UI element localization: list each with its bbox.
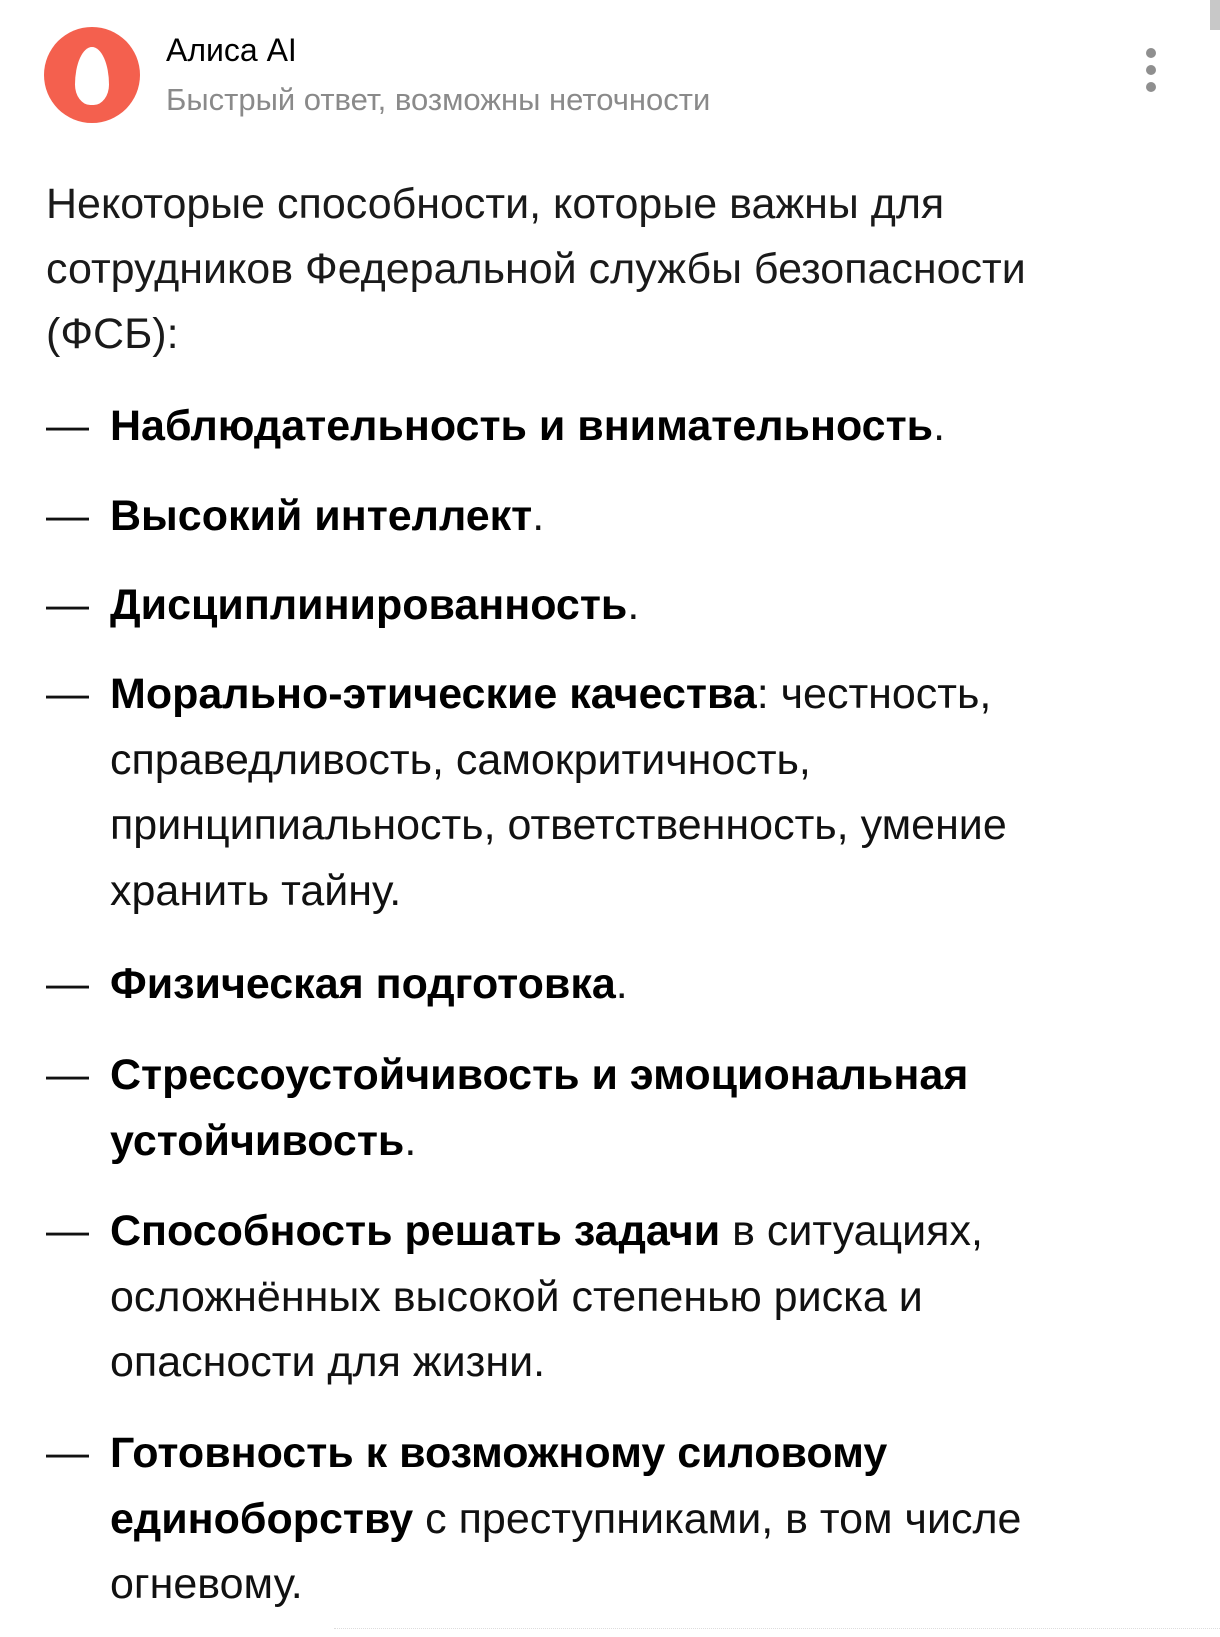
text-line bbox=[110, 1420, 1021, 1486]
text-line bbox=[110, 572, 639, 638]
list-item-text bbox=[110, 483, 544, 549]
description-text: . bbox=[933, 402, 946, 450]
text-line bbox=[110, 951, 628, 1017]
text-line bbox=[110, 1042, 968, 1108]
text-line bbox=[110, 1329, 983, 1395]
dash-bullet: — bbox=[46, 1429, 89, 1477]
dash-bullet: — bbox=[46, 670, 89, 718]
description-text: . bbox=[532, 492, 545, 540]
bold-term: Морально-этические качества bbox=[110, 670, 757, 718]
text-line bbox=[110, 483, 544, 549]
description-text: . bbox=[404, 1116, 417, 1165]
text-line bbox=[110, 1108, 968, 1174]
bold-term: Способность решать задачи bbox=[110, 1207, 721, 1255]
dash-bullet: — bbox=[46, 402, 89, 450]
bold-term: Наблюдательность и внимательность bbox=[110, 402, 934, 450]
bold-term: единоборству bbox=[110, 1494, 414, 1543]
alice-logo-avatar bbox=[44, 27, 140, 123]
description-text: принципиальность, ответственность, умение bbox=[110, 801, 1007, 849]
bold-term: Стрессоустойчивость и эмоциональная bbox=[110, 1051, 969, 1099]
list-item-text bbox=[110, 1420, 1021, 1617]
dash-bullet: — bbox=[46, 581, 89, 629]
dash-bullet: — bbox=[46, 1051, 89, 1099]
text-line bbox=[110, 661, 1007, 727]
text-line bbox=[110, 1264, 983, 1330]
text-line bbox=[110, 1486, 1021, 1552]
bold-term: Дисциплинированность bbox=[110, 581, 628, 629]
list-item-text bbox=[110, 572, 639, 638]
text-line bbox=[110, 393, 945, 459]
divider bbox=[334, 1628, 1220, 1629]
intro-line: (ФСБ): bbox=[46, 310, 179, 358]
text-line bbox=[110, 792, 1007, 858]
description-text: осложнённых высокой степенью риска и bbox=[110, 1272, 923, 1321]
description-text: : честность, bbox=[756, 670, 992, 718]
bold-term: Высокий интеллект bbox=[110, 492, 533, 540]
list-item-text bbox=[110, 393, 945, 459]
text-line bbox=[110, 727, 1007, 793]
description-text: . bbox=[627, 581, 640, 629]
dash-bullet: — bbox=[46, 960, 89, 1008]
text-line bbox=[110, 1198, 983, 1264]
dash-bullet: — bbox=[46, 492, 89, 540]
list-item-text bbox=[110, 951, 628, 1017]
list-item-text bbox=[110, 1198, 983, 1395]
text-line bbox=[110, 1551, 1021, 1617]
more-vertical-icon[interactable] bbox=[1138, 48, 1164, 104]
bold-term: устойчивость bbox=[110, 1116, 405, 1165]
description-text: справедливость, самокритичность, bbox=[110, 735, 811, 784]
intro-line: Некоторые способности, которые важны для bbox=[46, 180, 945, 228]
bold-term: Готовность к возможному силовому bbox=[110, 1429, 888, 1477]
description-text: в ситуациях, bbox=[720, 1207, 983, 1255]
bold-term: Физическая подготовка bbox=[110, 960, 616, 1008]
description-text: опасности для жизни. bbox=[110, 1338, 546, 1386]
assistant-name: Алиса AI bbox=[166, 32, 297, 68]
description-text: с преступниками, в том числе bbox=[413, 1494, 1022, 1543]
list-item-text bbox=[110, 661, 1007, 923]
description-text: . bbox=[615, 960, 628, 1008]
text-line bbox=[110, 858, 1007, 924]
description-text: огневому. bbox=[110, 1560, 303, 1608]
scrollbar[interactable] bbox=[1210, 0, 1220, 30]
list-item-text bbox=[110, 1042, 968, 1173]
intro-line: сотрудников Федеральной службы безопасности bbox=[46, 245, 1026, 293]
dash-bullet: — bbox=[46, 1207, 89, 1255]
description-text: хранить тайну. bbox=[110, 866, 402, 915]
assistant-subtitle: Быстрый ответ, возможны неточности bbox=[166, 82, 711, 117]
